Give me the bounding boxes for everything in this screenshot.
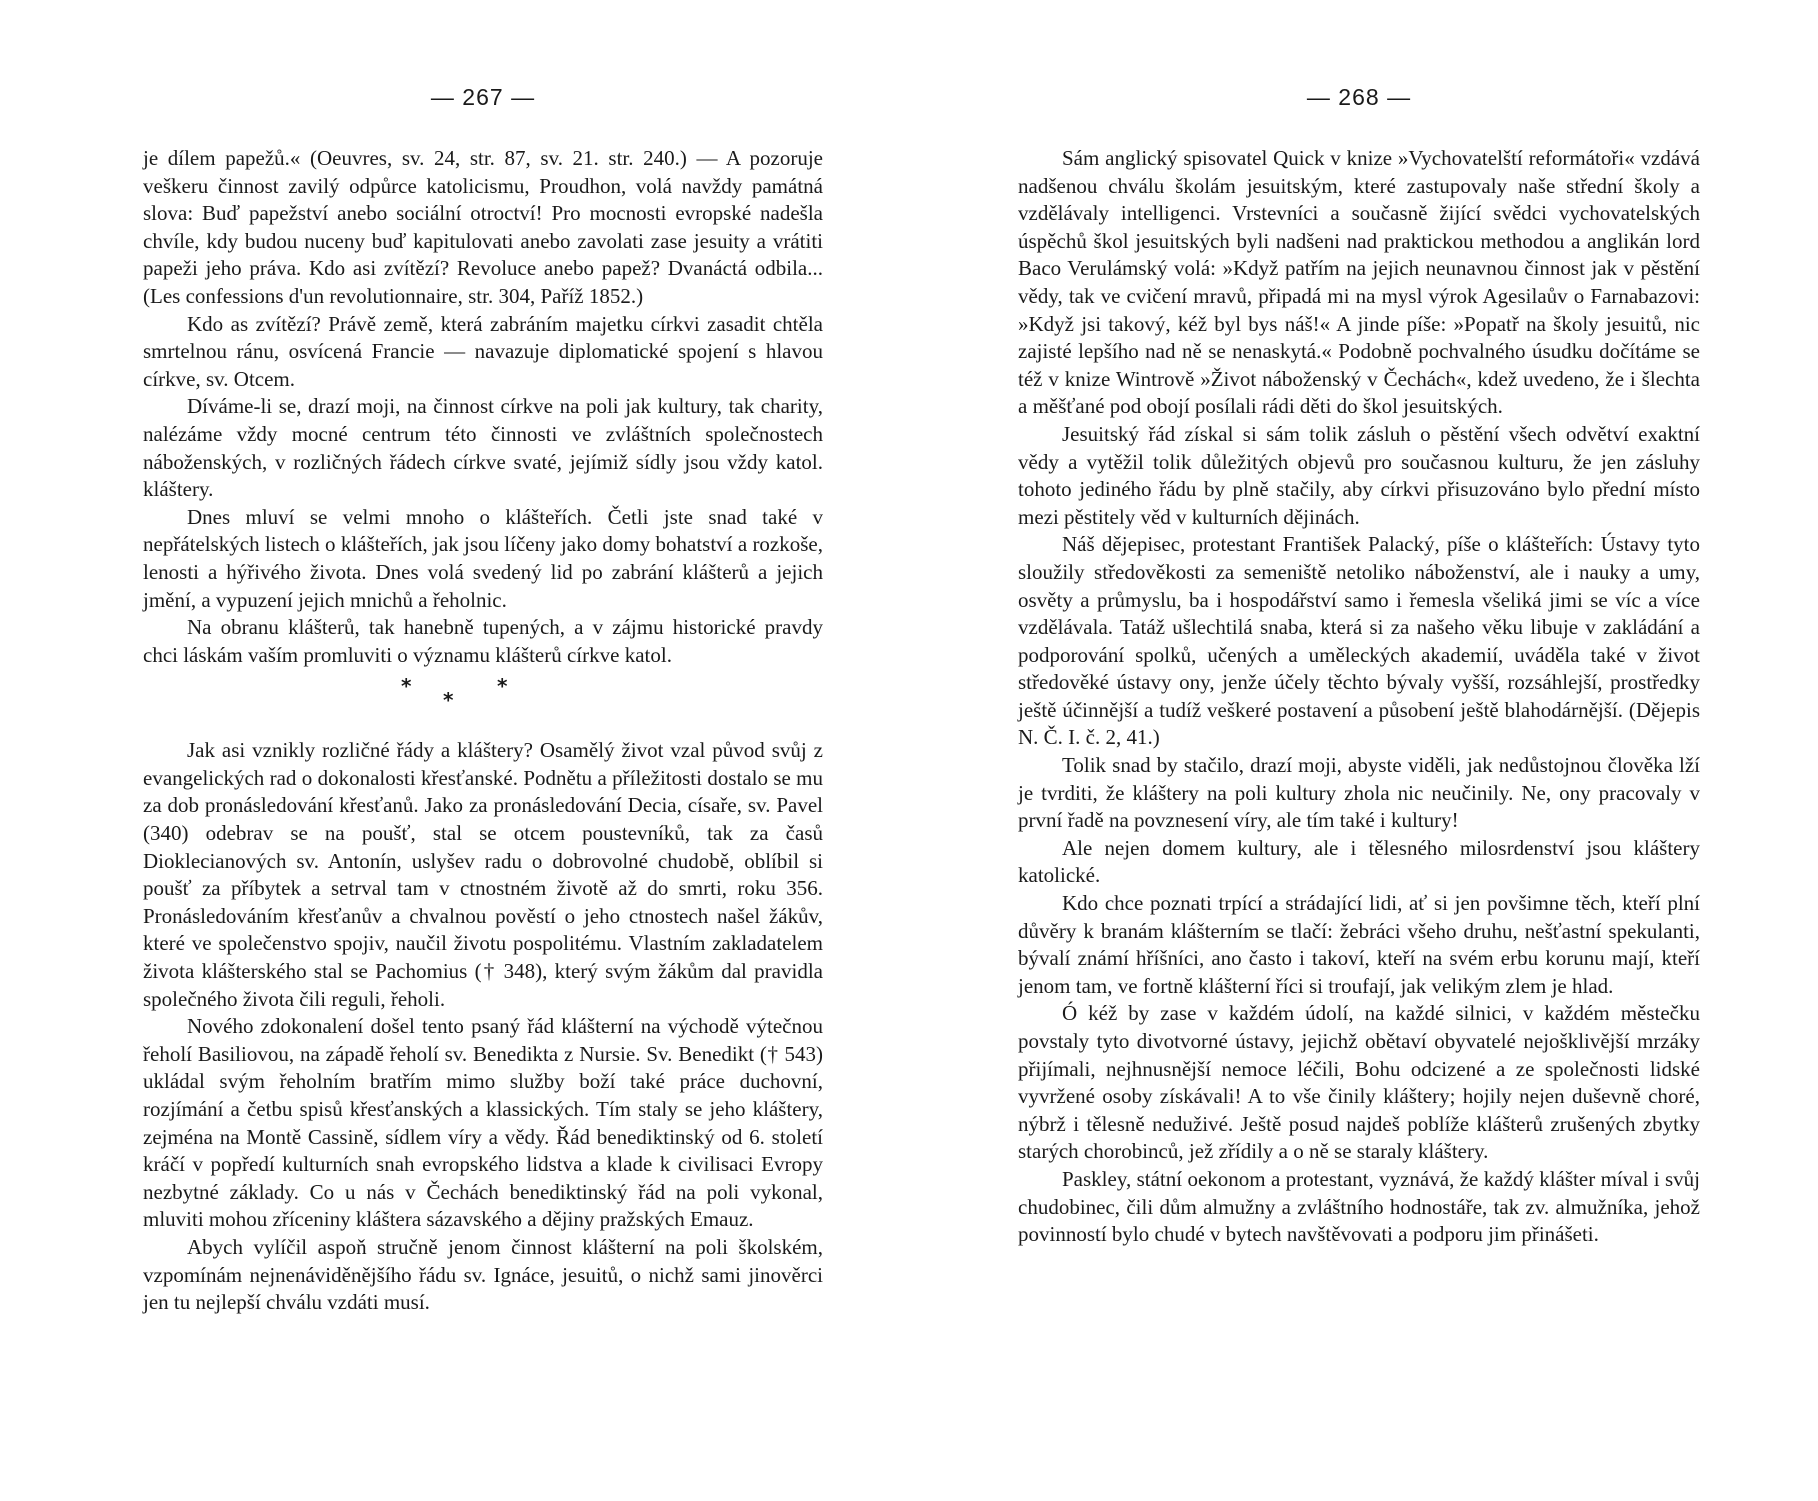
paragraph: Dnes mluví se velmi mnoho o klášteřích. Četli jste snad také v nepřátelských listech o klášteřích, jak jsou líčeny jako domy bohatství a rozkoše, lenosti a hýřivého života. Dnes volá svedený lid po zabrání klášterů a jejich jmění, a vypuzení jejich mnichů a řeholnic. [143,504,823,612]
page-number-left: — 267 — [430,84,536,110]
paragraph: Ale nejen domem kultury, ale i tělesného milosrdenství jsou kláštery katolické. [1018,835,1700,888]
paragraph: Paskley, státní oekonom a protestant, vyznává, že každý klášter míval i svůj chudobinec, čili dům almužny a zvláštního hodnostáře, tak zv. almužníka, jehož povinností bylo chudé v bytech navštěvovati a podporu jim přinášeti. [1018,1166,1700,1247]
paragraph: Sám anglický spisovatel Quick v knize »Vychovatelští reformátoři« vzdává nadšenou chválu školám jesuitským, které zastupovaly naše střední školy a vzdělávaly intelligenci. Vrstevníci a současně žijící svědci vychovatelských úspěchů škol jesuitských byli nadšeni nad praktickou methodou a anglikán lord Baco Verulámský volá: »Když patřím na jejich neunavnou činnost jak v pěstění vědy, tak ve cvičení mravů, připadá mi na mysl výrok Agesilaův o Farnabazovi: »Když jsi takový, kéž byl bys náš!« A jinde píše: »Popatř na školy jesuitů, nic zajisté lepšího nad ně se nenaskytá.« Podobně pochvalného úsudku dočítáme se též v knize Wintrově »Život náboženský v Čechách«, kdež uvedeno, že i šlechta a měšťané pod obojí posílali rádi děti do škol jesuitských. [1018,146,1700,419]
paragraph: Kdo chce poznati trpící a strádající lidi, ať si jen povšimne těch, kteří plní důvěry k branám klášterním se tlačí: žebráci všeho druhu, nešťastní spekulanti, bývalí známí hříšníci, ano často i takoví, kteří na svém erbu korunu mají, kteří jenom tam, ve fortně klášterní říci si troufají, jak velikým zlem je hlad. [1018,891,1700,998]
separator-star: * [443,688,454,713]
paragraph: Jesuitský řád získal si sám tolik zásluh o pěstění všech odvětví exaktní vědy a vytěžil tolik důležitých objevů pro současnou kulturu, že jen zásluhy tohoto jediného řádu by plně stačily, aby církvi přisuzováno bylo přední místo mezi pěstitely věd v kulturních dějinách. [1018,421,1700,529]
paragraph: Nového zdokonalení došel tento psaný řád klášterní na východě výtečnou řeholí Basiliovou, na západě řeholí sv. Benedikta z Nursie. Sv. Benedikt († 543) ukládal svým řeholním bratřím mimo služby boží také práce duchovní, rozjímání a četbu spisů křesťanských a klassických. Tím staly se jeho kláštery, zejména na Montě Cassině, sídlem víry a vědy. Řád benediktinský od 6. století kráčí v popředí kulturních snah evropského lidstva a klade k civilisaci Evropy nezbytné základy. Co u nás v Čechách benediktinský řád na poli vykonal, mluviti mohou zříceniny kláštera sázavského a dějiny pražských Emauz. [143,1014,823,1232]
section-separator [143,673,823,733]
paragraph: Náš dějepisec, protestant František Palacký, píše o klášteřích: Ústavy tyto sloužily středověkosti za semeniště netoliko náboženství, ale i nauky a umy, osvěty a průmyslu, ba i hospodářství samo i řemesla všeliká jimi se víc a více vzdělávala. Tatáž ušlechtilá snaba, která si za našeho věku libuje v zakládání a podporování spolků, učených a uměleckých akademií, uváděla také v život středověké ústavy ony, jenže účely těchto bývaly vyšší, rozsáhlejší, prostředky ještě účinnější a tudíž veškeré postavení a působení ještě blahodárnější. (Dějepis N. Č. I. č. 2, 41.) [1018,532,1700,750]
paragraph: Díváme-li se, drazí moji, na činnost církve na poli jak kultury, tak charity, nalézáme vždy mocné centrum této činnosti ve zvláštních společnostech náboženských, v rozličných řádech církve svaté, jejímiž sídly jsou vždy katol. kláštery. [143,394,823,502]
paragraph: Abych vylíčil aspoň stručně jenom činnost klášterní na poli školském, vzpomínám nejnenáviděnějšího řádu sv. Ignáce, jesuitů, o nichž sami jinověrci jen tu nejlepší chválu vzdáti musí. [143,1234,823,1315]
paragraph: Kdo as zvítězí? Právě země, která zabráním majetku církvi zasadit chtěla smrtelnou ránu, osvícená Francie — navazuje diplomatické spojení s hlavou církve, sv. Otcem. [143,311,823,391]
paragraph: Tolik snad by stačilo, drazí moji, abyste viděli, jak nedůstojnou člověka lží je tvrditi, že kláštery na poli kultury zhola nic neučinily. Ne, ony pracovaly v první řadě na povznesení víry, ale tím také i kultury! [1018,753,1700,833]
paragraph: je dílem papežů.« (Oeuvres, sv. 24, str. 87, sv. 21. str. 240.) — A pozoruje veškeru činnost zavilý odpůrce katolicismu, Proudhon, volá navždy památná slova: Buď papežství anebo sociální otroctví! Pro mocnosti evropské nadešla chvíle, kdy budou nuceny buď kapitulovati anebo zavolati zase jesuity a vrátiti papeži jeho práva. Kdo asi zvítězí? Revoluce anebo papež? Dvanáctá odbila... (Les confessions d'un revolutionnaire, str. 304, Paříž 1852.) [143,146,823,308]
paragraph: Ó kéž by zase v každém údolí, na každé silnici, v každém městečku povstaly tyto divotvorné ústavy, jejichž obětaví obyvatelé nejošklivější mrzáky přijímali, nejhnusnější nemoce léčili, Bohu odcizené a ze společnosti lidské vyvržené osoby získávali! A to vše činily kláštery; hojily nejen duševně choré, nýbrž i tělesně neduživé. Ještě posud najdeš poblíže klášterů zrušených zbytky starých chorobinců, jež zřídily a o ně se staraly kláštery. [1018,1001,1700,1164]
separator-star: * [497,674,508,699]
left-page-text [143,145,823,1317]
paragraph: Na obranu klášterů, tak hanebně tupených, a v zájmu historické pravdy chci láskám vaším promluviti o významu klášterů církve katol. [143,615,823,667]
right-page-text [1018,145,1700,1249]
paragraph: Jak asi vznikly rozličné řády a kláštery? Osamělý život vzal původ svůj z evangelických rad o dokonalosti křesťanské. Podnětu a příležitosti dostalo se mu za dob pronásledování křesťanů. Jako za pronásledování Decia, císaře, sv. Pavel (340) odebrav se na poušť, stal se otcem poustevníků, tak za časů Dioklecianových sv. Antonín, uslyšev radu o dobrovolné chudobě, oblíbil si poušť za příbytek a setrval tam v ctnostném životě až do smrti, roku 356. Pronásledováním křesťanův a chvalnou pověstí o jeho ctnostech našel žákův, které ve společenstvo spojiv, naučil životu pospolitému. Vlastním zakladatelem života klášterského stal se Pachomius († 348), který svým žákům dal pravidla společného života čili reguli, řeholi. [143,738,823,1011]
page-number-right: — 268 — [1306,84,1412,110]
separator-star: * [401,674,412,699]
